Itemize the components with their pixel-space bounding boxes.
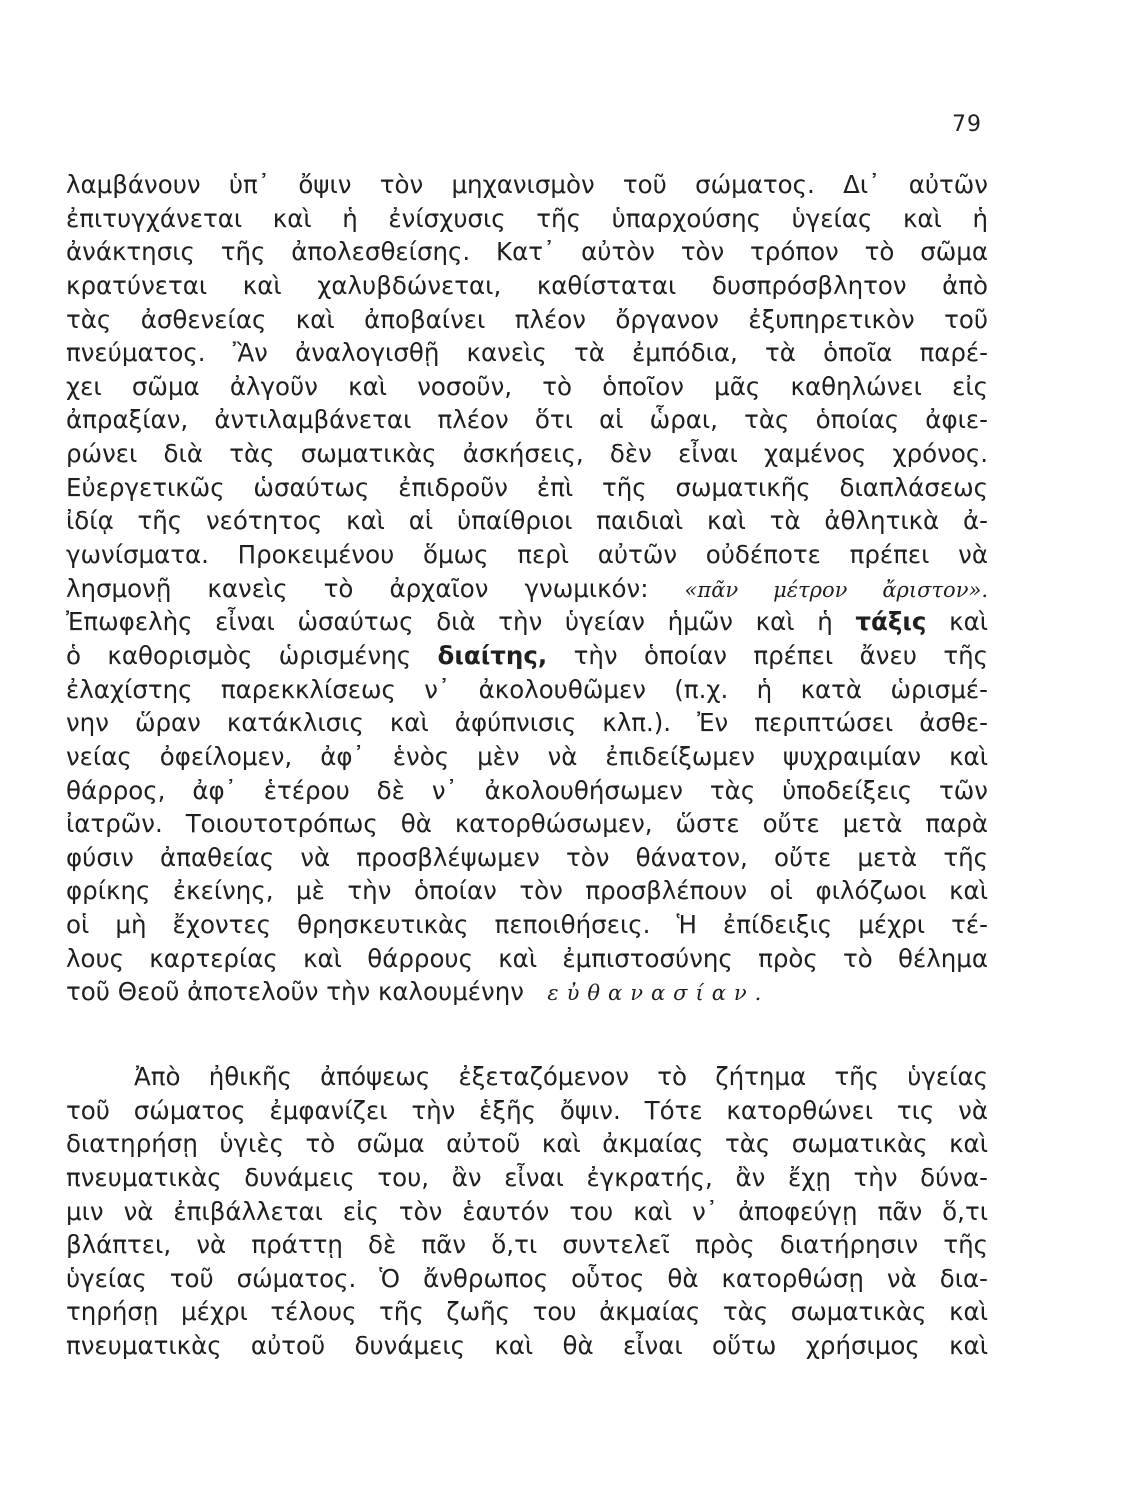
text-line: Εὐεργετικῶς ὡσαύτως ἐπιδροῦν ἐπὶ τῆς σωματικῆς διαπλάσεως — [66, 472, 988, 502]
text-line — [66, 639, 988, 673]
emphasis-diaitis: διαίτης, — [437, 640, 548, 670]
text-line: τηρήσῃ μέχρι τέλους τῆς ζωῆς του ἀκμαίας τὰς σωματικὰς καὶ — [66, 1297, 988, 1327]
text-line: ἰατρῶν. Τοιουτοτρόπως θὰ κατορθώσωμεν, ὥστε οὔτε μετὰ παρὰ — [66, 809, 988, 839]
spaced-term-euthanasia: εὐθανασίαν. — [547, 981, 770, 1006]
text-line: τὰς ἀσθενείας καὶ ἀποβαίνει πλέον ὄργανον ἐξυπηρετικὸν τοῦ — [66, 304, 988, 334]
line-text: τὴν ὁποίαν πρέπει ἄνευ τῆς — [573, 640, 988, 670]
text-line — [66, 605, 988, 639]
text-line: πνευματικὰς αὐτοῦ δυνάμεις καὶ θὰ εἶναι οὕτω χρήσιμος καὶ — [66, 1331, 988, 1361]
paragraph-2 — [66, 1060, 988, 1363]
line-text: ὁ καθορισμὸς ὡρισμένης — [66, 640, 412, 670]
text-line: οἱ μὴ ἔχοντες θρησκευτικὰς πεποιθήσεις. Ἡ ἐπίδειξις μέχρι τέ- — [66, 910, 988, 940]
text-line: γωνίσματα. Προκειμένου ὅμως περὶ αὐτῶν οὐδέποτε πρέπει νὰ — [66, 540, 988, 570]
text-line: πνευματικὰς δυνάμεις του, ἂν εἶναι ἐγκρατής, ἂν ἔχῃ τὴν δύνα- — [66, 1162, 988, 1192]
text-line: θάρρος, ἀφ᾽ ἑτέρου δὲ ν᾽ ἀκολουθήσωμεν τὰς ὑποδείξεις τῶν — [66, 775, 988, 805]
line-text: Ἐπωφελὴς εἶναι ὡσαύτως διὰ τὴν ὑγείαν ἡμῶν καὶ ἡ — [66, 607, 833, 637]
text-line: τοῦ σώματος ἐμφανίζει τὴν ἑξῆς ὄψιν. Τότε κατορθώνει τις νὰ — [66, 1095, 988, 1125]
text-line: φρίκης ἐκείνης, μὲ τὴν ὁποίαν τὸν προσβλέπουν οἱ φιλόζωοι καὶ — [66, 876, 988, 906]
text-line: μιν νὰ ἐπιβάλλεται εἰς τὸν ἑαυτόν του καὶ ν᾽ ἀποφεύγῃ πᾶν ὅ,τι — [66, 1196, 988, 1226]
text-line: νείας ὀφείλομεν, ἀφ᾽ ἑνὸς μὲν νὰ ἐπιδείξωμεν ψυχραιμίαν καὶ — [66, 741, 988, 771]
text-line: λαμβάνουν ὑπ᾽ ὄψιν τὸν μηχανισμὸν τοῦ σώματος. Δι᾽ αὐτῶν — [66, 170, 988, 199]
line-text: λησμονῇ κανεὶς τὸ ἀρχαῖον γνωμικόν: — [66, 573, 649, 603]
paragraph-1 — [66, 168, 988, 1009]
text-line: νην ὥραν κατάκλισις καὶ ἀφύπνισις κλπ.). Ἐν περιπτώσει ἀσθε- — [66, 708, 988, 738]
line-text: τοῦ Θεοῦ ἀποτελοῦν τὴν καλουμένην — [66, 977, 524, 1007]
text-line: πνεύματος. Ἂν ἀναλογισθῇ κανεὶς τὰ ἐμπόδια, τὰ ὁποῖα παρέ- — [66, 338, 988, 368]
text-line: ἐπιτυγχάνεται καὶ ἡ ἐνίσχυσις τῆς ὑπαρχούσης ὑγείας καὶ ἡ — [66, 203, 988, 233]
text-line: ρώνει διὰ τὰς σωματικὰς ἀσκήσεις, δὲν εἶναι χαμένος χρόνος. — [66, 439, 988, 469]
text-line: χει σῶμα ἀλγοῦν καὶ νοσοῦν, τὸ ὁποῖον μᾶς καθηλώνει εἰς — [66, 371, 988, 401]
emphasis-taxis: τάξις — [855, 607, 927, 637]
text-line: ἐλαχίστης παρεκκλίσεως ν᾽ ἀκολουθῶμεν (π.χ. ἡ κατὰ ὡρισμέ- — [66, 674, 988, 704]
text-line: ἀπραξίαν, ἀντιλαμβάνεται πλέον ὅτι αἱ ὧραι, τὰς ὁποίας ἀφιε- — [66, 405, 988, 435]
text-line: ἰδίᾳ τῆς νεότητος καὶ αἱ ὑπαίθριοι παιδιαὶ καὶ τὰ ἀθλητικὰ ἀ- — [66, 506, 988, 536]
text-line — [66, 572, 988, 606]
text-line: ἀνάκτησις τῆς ἀπολεσθείσης. Κατ᾽ αὐτὸν τὸν τρόπον τὸ σῶμα — [66, 237, 988, 267]
text-line: ὑγείας τοῦ σώματος. Ὁ ἄνθρωπος οὗτος θὰ κατορθώσῃ νὰ δια- — [66, 1263, 988, 1293]
text-line — [66, 975, 988, 1009]
text-line: Ἀπὸ ἠθικῆς ἀπόψεως ἐξεταζόμενον τὸ ζήτημα τῆς ὑγείας — [134, 1062, 988, 1091]
text-line: βλάπτει, νὰ πράττῃ δὲ πᾶν ὅ,τι συντελεῖ πρὸς διατήρησιν τῆς — [66, 1230, 988, 1260]
quoted-maxim: «πᾶν μέτρον ἄριστον». — [684, 577, 988, 602]
page-number: 79 — [952, 112, 982, 137]
text-line: λους καρτερίας καὶ θάρρους καὶ ἐμπιστοσύνης πρὸς τὸ θέλημα — [66, 943, 988, 973]
line-text: καὶ — [949, 607, 989, 637]
text-line: κρατύνεται καὶ χαλυβδώνεται, καθίσταται δυσπρόσβλητον ἀπὸ — [66, 270, 988, 300]
text-line: φύσιν ἀπαθείας νὰ προσβλέψωμεν τὸν θάνατον, οὔτε μετὰ τῆς — [66, 842, 988, 872]
text-line: διατηρήσῃ ὑγιὲς τὸ σῶμα αὐτοῦ καὶ ἀκμαίας τὰς σωματικὰς καὶ — [66, 1129, 988, 1159]
